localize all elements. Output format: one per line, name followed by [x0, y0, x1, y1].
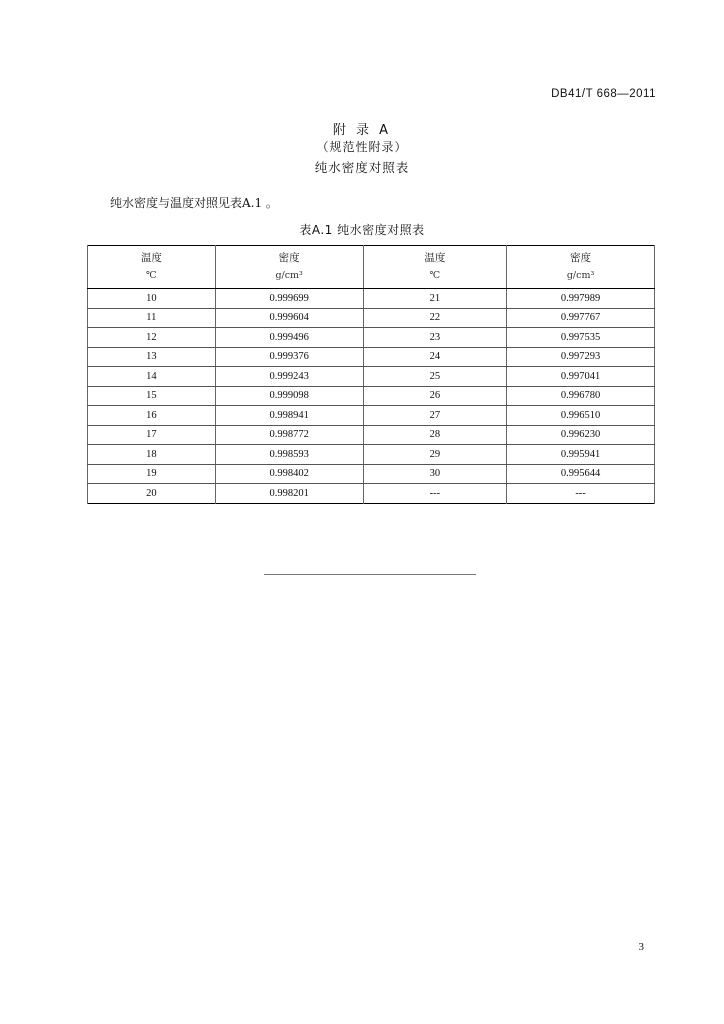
table-cell: 12 [88, 328, 216, 348]
table-row [88, 445, 655, 465]
header-unit: ℃ [146, 270, 157, 281]
table-cell: 0.997767 [507, 308, 655, 328]
header-label: 温度 [140, 252, 162, 264]
table-cell: 0.997293 [507, 347, 655, 367]
table-header [88, 246, 655, 289]
page-number: 3 [638, 941, 644, 953]
header-unit: g/cm³ [566, 270, 595, 281]
table-cell: 0.996230 [507, 425, 655, 445]
table-cell: 0.996510 [507, 406, 655, 426]
end-rule [264, 574, 476, 575]
table-cell: 0.999699 [215, 289, 363, 309]
table-cell: 14 [88, 367, 216, 387]
table-cell: 30 [363, 464, 507, 484]
appendix-type: （规范性附录） [316, 140, 408, 154]
table-cell: 25 [363, 367, 507, 387]
table-cell: 0.997989 [507, 289, 655, 309]
document-code: DB41/T 668—2011 [551, 88, 656, 100]
table-row [88, 386, 655, 406]
table-caption: 表A.1 纯水密度对照表 [299, 223, 425, 237]
table-cell: 27 [363, 406, 507, 426]
table-cell: 0.999604 [215, 308, 363, 328]
table-row [88, 308, 655, 328]
table-cell: 0.998941 [215, 406, 363, 426]
table-cell: 0.999496 [215, 328, 363, 348]
header-cell-temperature-1 [88, 246, 216, 289]
table-cell: 23 [363, 328, 507, 348]
table-cell: 0.999376 [215, 347, 363, 367]
table-cell: 0.998402 [215, 464, 363, 484]
table-cell: 0.998201 [215, 484, 363, 504]
table-cell: 0.997535 [507, 328, 655, 348]
table-cell: 11 [88, 308, 216, 328]
table-cell: 0.998772 [215, 425, 363, 445]
header-unit: g/cm³ [275, 270, 303, 281]
appendix-name: 纯水密度对照表 [314, 160, 410, 175]
header-label: 密度 [570, 252, 592, 264]
table-cell: 0.999098 [215, 386, 363, 406]
table-cell: 15 [88, 386, 216, 406]
table-cell: 0.996780 [507, 386, 655, 406]
table-cell: 0.997041 [507, 367, 655, 387]
table-cell: 13 [88, 347, 216, 367]
table-cell: 17 [88, 425, 216, 445]
table-cell: 29 [363, 445, 507, 465]
table-cell: 0.998593 [215, 445, 363, 465]
table-row [88, 425, 655, 445]
table-cell: 28 [363, 425, 507, 445]
table-cell: 18 [88, 445, 216, 465]
intro-paragraph: 纯水密度与温度对照见表A.1 。 [110, 196, 278, 210]
header-row [88, 246, 655, 289]
table-row [88, 484, 655, 504]
header-label: 温度 [424, 252, 446, 264]
table-row [88, 347, 655, 367]
table-row [88, 367, 655, 387]
table-cell: 0.999243 [215, 367, 363, 387]
table-cell: 16 [88, 406, 216, 426]
table-cell: --- [507, 484, 655, 504]
table-row [88, 464, 655, 484]
table-cell: 0.995644 [507, 464, 655, 484]
appendix-title: 附 录 A [332, 123, 392, 138]
table-row [88, 406, 655, 426]
table-cell: 22 [363, 308, 507, 328]
table-cell: 24 [363, 347, 507, 367]
header-cell-density-1 [215, 246, 363, 289]
table-cell: 21 [363, 289, 507, 309]
table-cell: 19 [88, 464, 216, 484]
table-body [88, 289, 655, 504]
table-row [88, 328, 655, 348]
table-cell: 26 [363, 386, 507, 406]
table-cell: 10 [88, 289, 216, 309]
header-cell-density-2 [507, 246, 655, 289]
density-table [87, 245, 655, 504]
header-cell-temperature-2 [363, 246, 507, 289]
table-row [88, 289, 655, 309]
table-cell: --- [363, 484, 507, 504]
table-cell: 0.995941 [507, 445, 655, 465]
header-unit: ℃ [429, 270, 441, 281]
header-label: 密度 [278, 252, 300, 264]
table-cell: 20 [88, 484, 216, 504]
